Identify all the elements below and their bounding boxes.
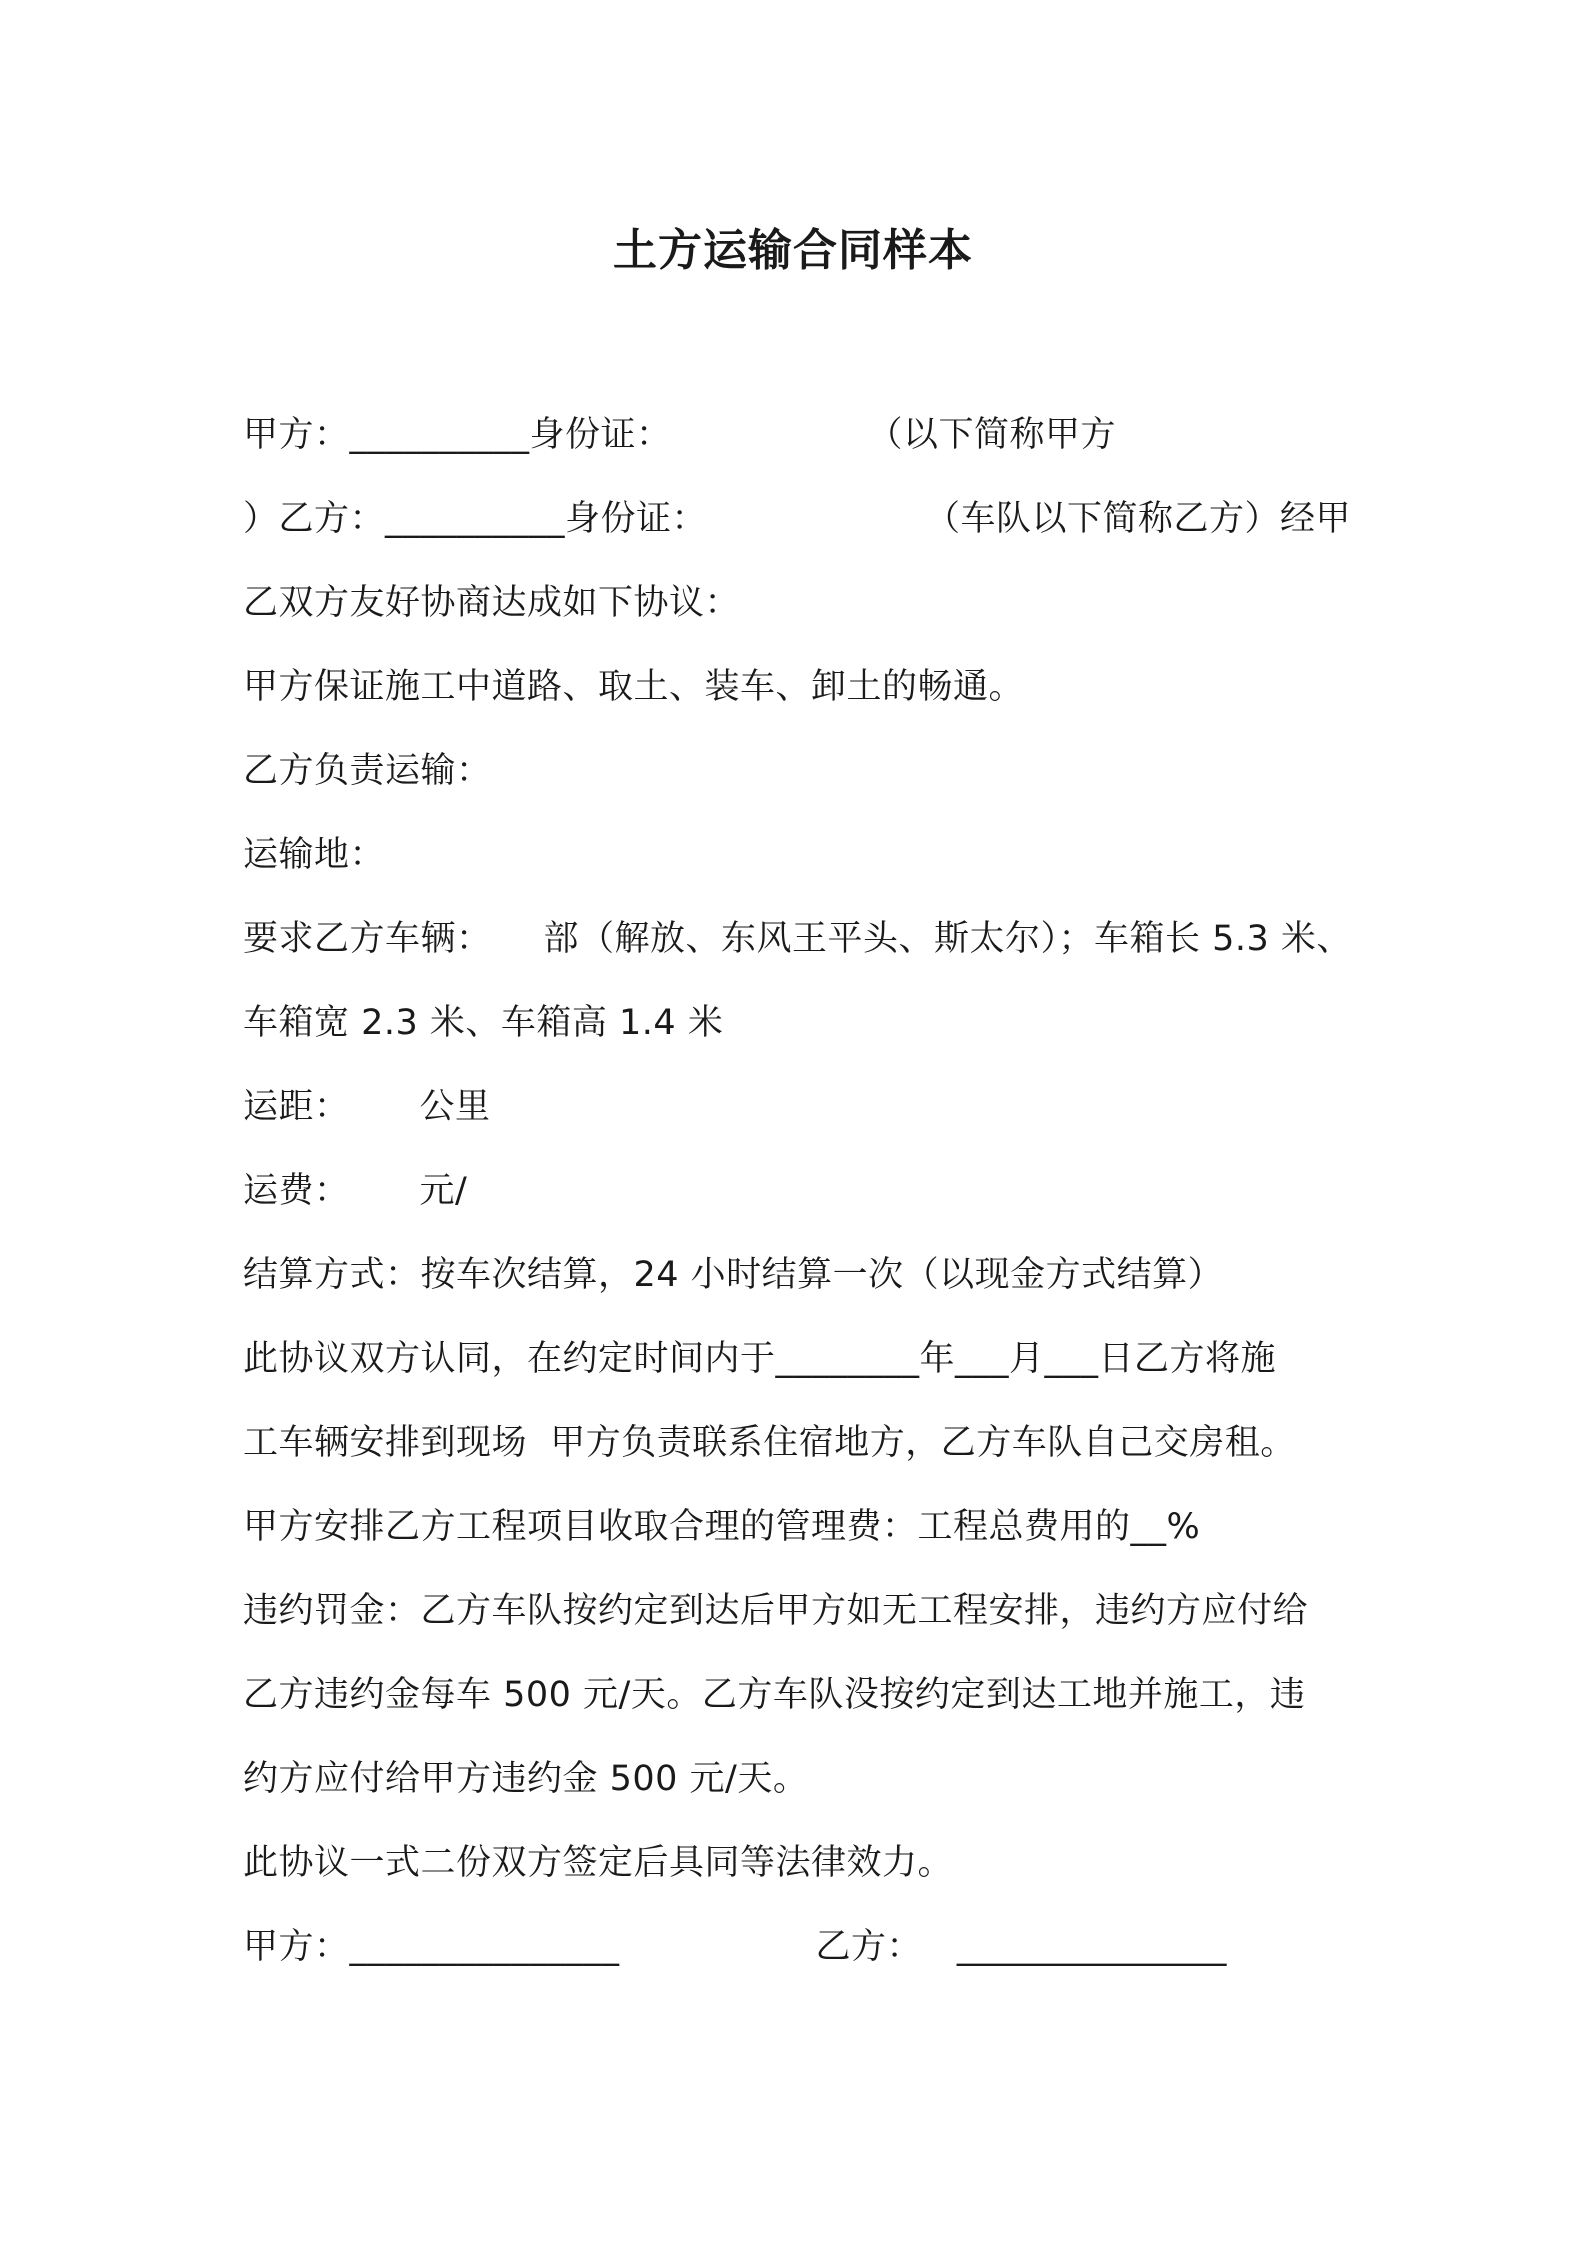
- document-title: 土方运输合同样本: [613, 225, 973, 276]
- signature-party-a: 甲方：_______________: [243, 1927, 620, 1967]
- clause-schedule: 此协议双方认同，在约定时间内于________年___月___日乙方将施: [243, 1339, 1277, 1379]
- agreement-intro: 乙双方友好协商达成如下协议：: [243, 583, 741, 623]
- signature-party-b: 乙方： _______________: [815, 1927, 1227, 1967]
- clause-vehicle-size: 车箱宽 2.3 米、车箱高 1.4 米: [243, 1003, 724, 1043]
- party-b-line: [243, 496, 1351, 542]
- clause-distance: [243, 1084, 491, 1130]
- clause-settlement: 结算方式：按车次结算，24 小时结算一次（以现金方式结算）: [243, 1255, 1224, 1295]
- vehicles-detail: 部（解放、东风王平头、斯太尔）；车箱长 5.3 米、: [543, 919, 1352, 959]
- clause-lodging: 工车辆安排到现场 甲方负责联系住宿地方，乙方车队自己交房租。: [243, 1423, 1296, 1463]
- clause-vehicles: [243, 916, 1352, 962]
- clause-transport: 乙方负责运输：: [243, 751, 492, 791]
- party-b-text: ）乙方：__________身份证：: [243, 499, 708, 539]
- freight-unit: 元/: [419, 1171, 468, 1211]
- party-a-note: （以下简称甲方: [867, 415, 1117, 455]
- party-b-note: （车队以下简称乙方）经甲: [925, 499, 1352, 539]
- clause-freight: [243, 1168, 467, 1214]
- signature-line: [243, 1924, 1227, 1970]
- party-a-text: 甲方：__________身份证：: [243, 415, 672, 455]
- clause-penalty-2: 乙方违约金每车 500 元/天。乙方车队没按约定到达工地并施工，违: [243, 1675, 1306, 1715]
- clause-management-fee: 甲方安排乙方工程项目收取合理的管理费：工程总费用的__%: [243, 1507, 1201, 1547]
- clause-penalty-3: 约方应付给甲方违约金 500 元/天。: [243, 1759, 809, 1799]
- clause-destination: 运输地：: [243, 835, 386, 875]
- freight-label: 运费：: [243, 1171, 350, 1211]
- party-a-line: [243, 412, 1116, 458]
- clause-penalty-1: 违约罚金：乙方车队按约定到达后甲方如无工程安排，违约方应付给: [243, 1591, 1309, 1631]
- clause-road: 甲方保证施工中道路、取土、装车、卸土的畅通。: [243, 667, 1025, 707]
- distance-unit: 公里: [419, 1087, 491, 1127]
- clause-copies: 此协议一式二份双方签定后具同等法律效力。: [243, 1843, 954, 1883]
- vehicles-label: 要求乙方车辆：: [243, 919, 492, 959]
- distance-label: 运距：: [243, 1087, 350, 1127]
